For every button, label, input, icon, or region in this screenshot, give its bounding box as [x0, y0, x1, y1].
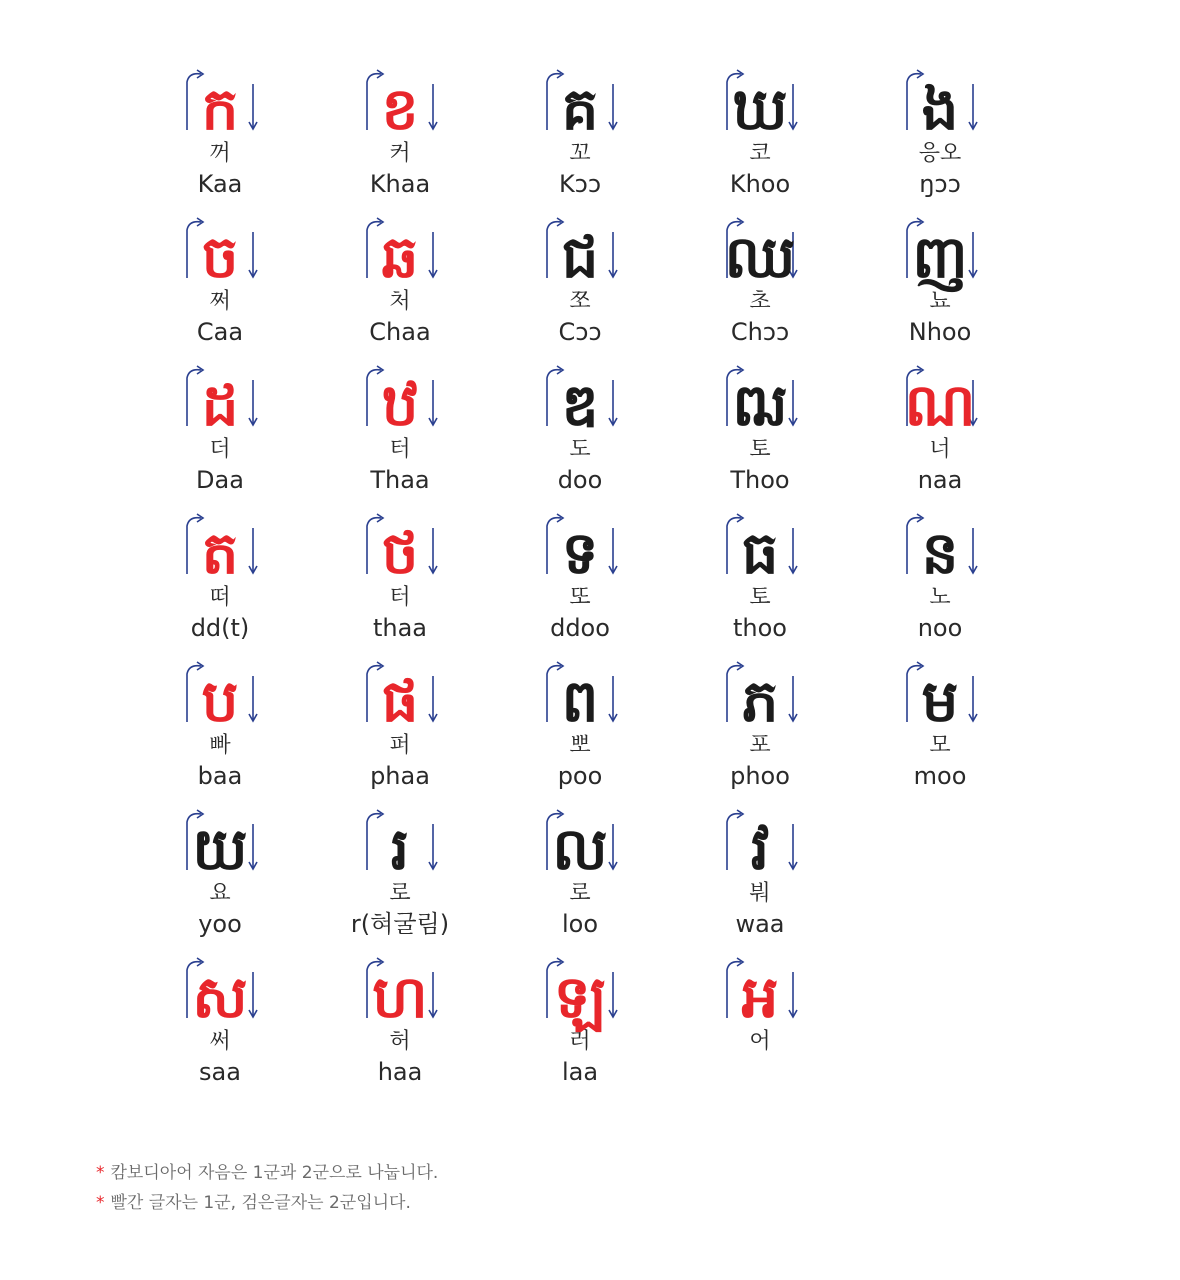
khmer-consonant: យ [192, 815, 248, 883]
korean-pronunciation: 터 [389, 585, 411, 610]
arrow-head [609, 862, 617, 869]
korean-pronunciation: 토 [749, 437, 771, 462]
stroke-arrow-1 [367, 814, 381, 870]
stroke-arrow-1 [187, 370, 201, 426]
khmer-consonant: ឡ [553, 963, 607, 1031]
arrow-head [429, 1010, 437, 1017]
korean-pronunciation: 붜 [749, 881, 771, 906]
consonant-cell [130, 356, 310, 506]
consonant-cell [670, 948, 850, 1098]
romanization: baa [197, 762, 243, 790]
romanization: r(혀굴림) [350, 910, 450, 938]
stroke-arrow-1 [727, 814, 741, 870]
glyph-wrap [490, 948, 670, 1031]
arrow-head [249, 418, 257, 425]
glyph-wrap [490, 60, 670, 143]
arrow-head [249, 1010, 257, 1017]
romanization: ŋɔɔ [919, 170, 961, 198]
romanization: Daa [196, 466, 244, 494]
consonant-cell [310, 356, 490, 506]
consonant-cell [490, 504, 670, 654]
glyph-wrap [670, 208, 850, 291]
glyph-wrap [130, 800, 310, 883]
arrow-head [377, 810, 383, 818]
arrow-head [249, 566, 257, 573]
korean-pronunciation: 허 [389, 1029, 411, 1054]
glyph-wrap [130, 948, 310, 1031]
glyph-wrap [850, 356, 1030, 439]
arrow-head [969, 714, 977, 721]
stroke-arrow-1 [367, 518, 381, 574]
korean-pronunciation: 쪼 [569, 289, 591, 314]
romanization: Kaa [197, 170, 243, 198]
stroke-arrow-1 [187, 518, 201, 574]
korean-pronunciation: 꼬 [569, 141, 591, 166]
korean-pronunciation: 떠 [209, 585, 231, 610]
khmer-consonant: ណ [904, 371, 976, 439]
consonant-cell [490, 60, 670, 210]
khmer-consonant: ប [201, 667, 239, 735]
glyph-wrap [310, 60, 490, 143]
glyph-wrap [490, 504, 670, 587]
consonant-cell [850, 356, 1030, 506]
korean-pronunciation: 노 [929, 585, 951, 610]
romanization: naa [917, 466, 963, 494]
khmer-consonant: ត [201, 519, 239, 587]
arrow-head [249, 714, 257, 721]
romanization: Thaa [370, 466, 430, 494]
romanization: thoo [733, 614, 787, 642]
romanization: noo [917, 614, 963, 642]
korean-pronunciation: 너 [929, 437, 951, 462]
korean-pronunciation: 로 [389, 881, 411, 906]
romanization: laa [561, 1058, 599, 1086]
arrow-head [789, 862, 797, 869]
korean-pronunciation: 터 [389, 437, 411, 462]
romanization: Cɔɔ [558, 318, 602, 346]
korean-pronunciation: 러 [569, 1029, 591, 1054]
glyph-wrap [310, 208, 490, 291]
consonant-cell [310, 800, 490, 950]
khmer-consonant: ក [201, 75, 239, 143]
arrow-head [249, 862, 257, 869]
glyph-wrap [670, 652, 850, 735]
stroke-arrow-1 [547, 518, 561, 574]
korean-pronunciation: 초 [749, 289, 771, 314]
glyph-wrap [130, 504, 310, 587]
consonant-cell [130, 652, 310, 802]
korean-pronunciation: 또 [569, 585, 591, 610]
glyph-wrap [670, 356, 850, 439]
stroke-arrow-1 [367, 370, 381, 426]
consonant-cell [310, 652, 490, 802]
khmer-consonant: ថ [381, 519, 419, 587]
korean-pronunciation: 모 [929, 733, 951, 758]
stroke-arrow-1 [547, 74, 561, 130]
stroke-arrow-1 [907, 666, 921, 722]
korean-pronunciation: 뽀 [569, 733, 591, 758]
stroke-arrow-1 [367, 666, 381, 722]
stroke-arrow-1 [727, 518, 741, 574]
consonant-cell [310, 948, 490, 1098]
korean-pronunciation: 도 [569, 437, 591, 462]
korean-pronunciation: 커 [389, 141, 411, 166]
arrow-head [789, 1010, 797, 1017]
note-marker: * [96, 1193, 105, 1213]
romanization: Nhoo [908, 318, 972, 346]
korean-pronunciation: 포 [749, 733, 771, 758]
glyph-wrap [850, 208, 1030, 291]
consonant-cell [490, 356, 670, 506]
glyph-wrap [670, 948, 850, 1031]
glyph-wrap [490, 652, 670, 735]
stroke-arrow-1 [727, 666, 741, 722]
romanization: yoo [198, 910, 242, 938]
consonant-cell [490, 208, 670, 358]
arrow-head [609, 270, 617, 277]
consonant-cell [310, 504, 490, 654]
khmer-consonant: ច [201, 223, 239, 291]
romanization: Chɔɔ [730, 318, 790, 346]
glyph-wrap [310, 800, 490, 883]
glyph-wrap [490, 208, 670, 291]
romanization: haa [377, 1058, 423, 1086]
arrow-head [609, 566, 617, 573]
consonant-cell [130, 208, 310, 358]
khmer-consonant: ផ [381, 667, 419, 735]
stroke-arrow-1 [187, 222, 201, 278]
korean-pronunciation: 요 [209, 881, 231, 906]
khmer-consonant: ឍ [732, 371, 788, 439]
stroke-arrow-1 [547, 370, 561, 426]
korean-pronunciation: 꺼 [209, 141, 231, 166]
khmer-consonant: ភ [741, 667, 779, 735]
stroke-arrow-1 [187, 666, 201, 722]
korean-pronunciation: 로 [569, 881, 591, 906]
footnote-2 [96, 1188, 438, 1218]
consonant-cell [310, 60, 490, 210]
consonant-cell [670, 208, 850, 358]
khmer-consonant: ទ [561, 519, 599, 587]
korean-pronunciation: 빠 [209, 733, 231, 758]
consonant-cell [310, 208, 490, 358]
glyph-wrap [310, 948, 490, 1031]
arrow-head [429, 418, 437, 425]
consonant-cell [130, 60, 310, 210]
consonant-cell [850, 60, 1030, 210]
khmer-consonant: ព [561, 667, 599, 735]
khmer-consonant: ខ [381, 75, 419, 143]
khmer-consonant: ធ [741, 519, 779, 587]
romanization: Kɔɔ [558, 170, 602, 198]
glyph-wrap [310, 356, 490, 439]
arrow-head [429, 566, 437, 573]
glyph-wrap [130, 60, 310, 143]
consonant-cell [490, 948, 670, 1098]
consonant-cell [670, 356, 850, 506]
arrow-head [429, 714, 437, 721]
arrow-head [969, 566, 977, 573]
khmer-consonant: ល [552, 815, 608, 883]
glyph-wrap [310, 504, 490, 587]
glyph-wrap [670, 60, 850, 143]
glyph-wrap [130, 208, 310, 291]
stroke-arrow-1 [727, 962, 741, 1018]
arrow-head [429, 122, 437, 129]
arrow-head [789, 122, 797, 129]
romanization: ddoo [550, 614, 610, 642]
consonant-cell [130, 948, 310, 1098]
consonant-cell [130, 504, 310, 654]
romanization: Chaa [369, 318, 431, 346]
korean-pronunciation: 쩌 [209, 289, 231, 314]
stroke-arrow-1 [547, 666, 561, 722]
khmer-consonant: ឃ [732, 75, 788, 143]
romanization: saa [199, 1058, 241, 1086]
consonant-cell [670, 504, 850, 654]
glyph-wrap [850, 504, 1030, 587]
khmer-consonant: ដ [201, 371, 239, 439]
khmer-consonant: គ [561, 75, 599, 143]
arrow-head [789, 418, 797, 425]
consonant-cell [490, 652, 670, 802]
khmer-consonant: រ [390, 815, 410, 883]
korean-pronunciation: 토 [749, 585, 771, 610]
consonant-cell [670, 800, 850, 950]
glyph-wrap [850, 60, 1030, 143]
consonant-cell [130, 800, 310, 950]
khmer-consonant: ឈ [724, 223, 796, 291]
footnote-text: 빨간 글자는 1군, 검은글자는 2군입니다. [110, 1193, 411, 1213]
glyph-wrap [490, 356, 670, 439]
khmer-consonant: ង [921, 75, 959, 143]
khmer-consonant: ន [921, 519, 959, 587]
arrow-head [609, 1010, 617, 1017]
romanization: dd(t) [190, 614, 250, 642]
glyph-wrap [670, 504, 850, 587]
consonant-cell [490, 800, 670, 950]
khmer-consonant: ហ [372, 963, 428, 1031]
stroke-arrow-1 [367, 222, 381, 278]
romanization: Khaa [369, 170, 431, 198]
romanization: Caa [196, 318, 244, 346]
romanization: poo [557, 762, 603, 790]
footnotes [96, 1158, 438, 1218]
consonant-chart [130, 60, 1030, 1120]
stroke-arrow-1 [907, 74, 921, 130]
korean-pronunciation: 어 [749, 1029, 771, 1054]
korean-pronunciation: 더 [209, 437, 231, 462]
khmer-consonant: ស [192, 963, 248, 1031]
khmer-consonant: វ [750, 815, 770, 883]
khmer-consonant: ឋ [381, 371, 419, 439]
stroke-arrow-1 [547, 222, 561, 278]
glyph-wrap [490, 800, 670, 883]
consonant-cell [850, 208, 1030, 358]
consonant-cell [850, 652, 1030, 802]
arrow-head [429, 862, 437, 869]
stroke-arrow-1 [187, 74, 201, 130]
korean-pronunciation: 처 [389, 289, 411, 314]
arrow-head [969, 122, 977, 129]
arrow-head [789, 566, 797, 573]
korean-pronunciation: 응오 [918, 141, 962, 166]
romanization: thaa [372, 614, 428, 642]
khmer-consonant: ឌ [561, 371, 599, 439]
romanization: phaa [370, 762, 430, 790]
romanization: loo [561, 910, 599, 938]
romanization: Thoo [730, 466, 790, 494]
glyph-wrap [850, 652, 1030, 735]
glyph-wrap [130, 652, 310, 735]
footnote-text: 캄보디아어 자음은 1군과 2군으로 나눕니다. [110, 1163, 439, 1183]
khmer-consonant: ញ [912, 223, 968, 291]
glyph-wrap [670, 800, 850, 883]
romanization: Khoo [729, 170, 791, 198]
arrow-head [609, 418, 617, 425]
glyph-wrap [130, 356, 310, 439]
korean-pronunciation: 퍼 [389, 733, 411, 758]
arrow-head [609, 714, 617, 721]
romanization: phoo [730, 762, 790, 790]
consonant-cell [670, 652, 850, 802]
note-marker: * [96, 1163, 105, 1183]
arrow-head [969, 270, 977, 277]
arrow-head [737, 810, 743, 818]
arrow-head [429, 270, 437, 277]
khmer-consonant: ម [921, 667, 959, 735]
stroke-arrow-1 [367, 74, 381, 130]
khmer-consonant: អ [741, 963, 779, 1031]
korean-pronunciation: 코 [749, 141, 771, 166]
arrow-head [249, 122, 257, 129]
khmer-consonant: ឆ [381, 223, 419, 291]
footnote-1 [96, 1158, 438, 1188]
romanization: moo [913, 762, 967, 790]
stroke-arrow-1 [907, 518, 921, 574]
korean-pronunciation: 써 [209, 1029, 231, 1054]
romanization: waa [735, 910, 785, 938]
consonant-cell [850, 504, 1030, 654]
romanization: doo [557, 466, 603, 494]
arrow-head [789, 714, 797, 721]
consonant-cell [670, 60, 850, 210]
khmer-consonant: ជ [561, 223, 599, 291]
arrow-head [609, 122, 617, 129]
glyph-wrap [310, 652, 490, 735]
korean-pronunciation: 뇨 [929, 289, 951, 314]
arrow-head [249, 270, 257, 277]
